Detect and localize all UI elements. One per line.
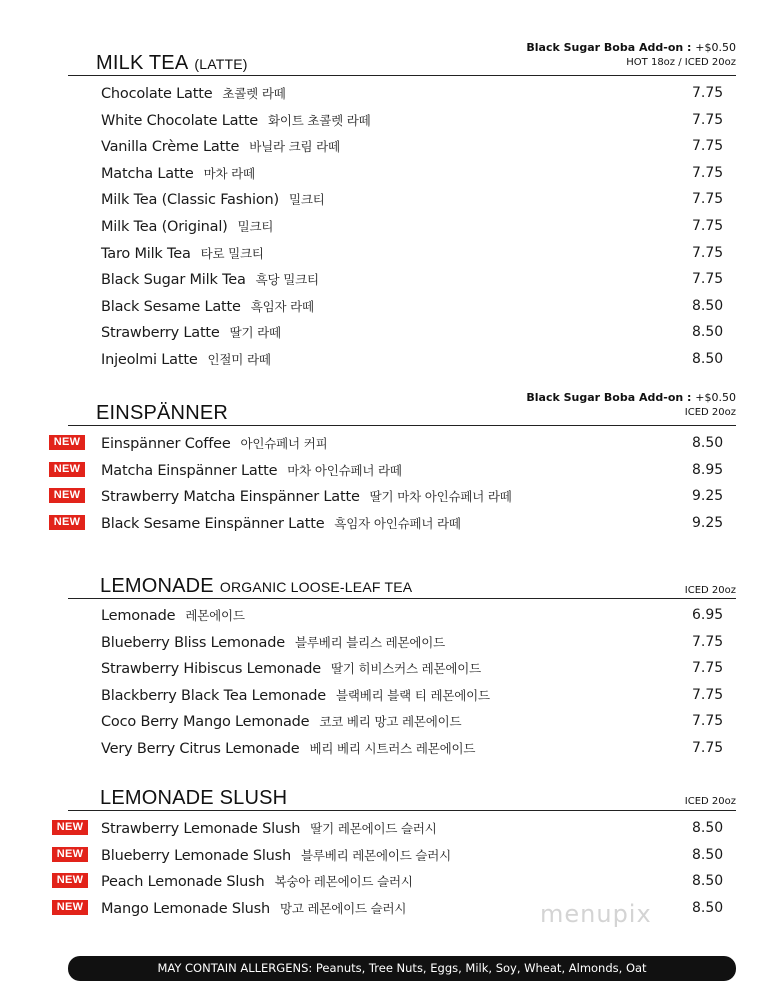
menu-item-name: [101, 846, 451, 864]
menu-item: [0, 514, 773, 540]
menu-item: [0, 899, 773, 925]
menu-item-price: 7.75: [692, 85, 724, 101]
menu-item-name-en: Milk Tea (Classic Fashion): [101, 192, 279, 209]
menu-item-price: 8.50: [692, 899, 724, 916]
watermark-logo: menupix: [540, 900, 652, 928]
menu-item-price: 7.75: [692, 244, 724, 261]
menu-item-name-en: Strawberry Lemonade Slush: [101, 821, 301, 837]
menu-item-price: 7.75: [692, 633, 724, 650]
menu-item-name-ko: 밀크티: [237, 219, 274, 234]
menu-item-price: 7.75: [692, 686, 724, 703]
size-note: ICED 20oz: [684, 407, 736, 418]
menu-item-name: [101, 739, 475, 757]
menu-item-name-ko: 마차 아인슈페너 라떼: [287, 462, 402, 478]
menu-item-name-en: Strawberry Matcha Einspänner Latte: [101, 489, 360, 506]
menu-item-name: [101, 244, 264, 262]
menu-item-price: 7.75: [692, 271, 724, 288]
menu-item-name-en: Injeolmi Latte: [101, 352, 198, 368]
menu-item-name-en: Strawberry Latte: [101, 325, 220, 342]
menu-item-name-ko: 블루베리 레몬에이드 슬러시: [301, 847, 452, 863]
menu-item-name-en: Black Sugar Milk Tea: [101, 272, 246, 289]
menu-item: [0, 217, 773, 243]
menu-item-name-ko: 바닐라 크림 라떼: [249, 139, 340, 155]
menu-item-price: 8.50: [692, 324, 724, 341]
menu-item-price: 6.95: [692, 607, 724, 623]
menu-item-name: [101, 434, 327, 452]
menu-item: [0, 350, 773, 376]
menu-item-name-ko: 흑당 밀크티: [255, 272, 319, 288]
menu-item: [0, 487, 773, 513]
menu-item-price: 8.50: [692, 351, 724, 367]
menu-item-name: [101, 190, 325, 208]
section-title-lemonade: [100, 575, 412, 598]
menu-item-price: 7.75: [692, 660, 724, 677]
new-badge: NEW: [52, 900, 88, 915]
menu-item-name-ko: 블랙베리 블랙 티 레몬에이드: [336, 687, 490, 703]
menu-item-name: [101, 872, 413, 890]
menu-item: [0, 606, 773, 632]
menu-item-name-en: Lemonade: [101, 608, 176, 624]
menu-item: [0, 270, 773, 296]
menu-item-name-ko: 흑임자 아인슈페너 라떼: [334, 515, 461, 531]
menu-item-name-en: Taro Milk Tea: [101, 245, 191, 262]
menu-item-price: 9.25: [692, 514, 724, 531]
menu-item-name: [101, 819, 437, 837]
menu-item-price: 7.75: [692, 740, 724, 756]
section-title-text: LEMONADE SLUSH: [100, 787, 288, 809]
menu-item-name-ko: 초콜렛 라떼: [222, 86, 286, 101]
menu-item-price: 8.50: [692, 846, 724, 863]
new-badge: NEW: [49, 515, 85, 530]
menu-item-name-ko: 타로 밀크티: [200, 245, 264, 261]
menu-item-name: [101, 323, 281, 341]
menu-item-name-ko: 복숭아 레몬에이드 슬러시: [274, 874, 413, 890]
menu-item-name: [101, 164, 255, 182]
section-divider: [68, 425, 736, 426]
menu-item-name-ko: 베리 베리 시트러스 레몬에이드: [309, 741, 476, 756]
new-badge: NEW: [52, 820, 88, 835]
menu-item: [0, 686, 773, 712]
menu-item-name: [101, 633, 445, 651]
menu-item: [0, 739, 773, 765]
menu-item-name: [101, 111, 371, 129]
allergen-footer: MAY CONTAIN ALLERGENS: Peanuts, Tree Nuts, Eggs, Milk, Soy, Wheat, Almonds, Oat: [68, 956, 736, 981]
menu-item-price: 8.50: [692, 297, 724, 314]
menu-item-name-en: Coco Berry Mango Lemonade: [101, 714, 310, 731]
size-note: HOT 18oz / ICED 20oz: [626, 57, 736, 68]
menu-item-name-en: Blackberry Black Tea Lemonade: [101, 687, 327, 704]
menu-item-name-en: Milk Tea (Original): [101, 219, 228, 235]
menu-item-name-en: Matcha Latte: [101, 165, 194, 182]
menu-item-name-ko: 딸기 레몬에이드 슬러시: [310, 821, 437, 836]
boba-label: Black Sugar Boba Add-on :: [526, 391, 692, 404]
size-note: ICED 20oz: [684, 585, 736, 596]
menu-item-name-en: Blueberry Bliss Lemonade: [101, 634, 285, 651]
menu-item-name-ko: 아인슈페너 커피: [240, 436, 328, 451]
menu-item-name: [101, 514, 461, 532]
menu-item-name: [101, 297, 314, 315]
menu-item-name-ko: 레몬에이드: [185, 608, 245, 623]
menu-item-name-en: Matcha Einspänner Latte: [101, 462, 278, 479]
menu-item-price: 8.50: [692, 435, 724, 451]
menu-item-name-en: Einspänner Coffee: [101, 436, 231, 452]
menu-item-price: 7.75: [692, 138, 724, 155]
menu-item-price: 7.75: [692, 713, 724, 730]
menu-item: [0, 164, 773, 190]
menu-item-name-en: Very Berry Citrus Lemonade: [101, 741, 300, 757]
section-subtitle: ORGANIC LOOSE-LEAF TEA: [219, 579, 413, 595]
menu-item: [0, 323, 773, 349]
new-badge: NEW: [52, 847, 88, 862]
menu-item: [0, 84, 773, 110]
section-title-milk-tea: [96, 52, 248, 75]
section-subtitle: (LATTE): [194, 56, 248, 72]
menu-item-price: 8.50: [692, 820, 724, 836]
menu-item-name-ko: 인절미 라떼: [207, 352, 271, 367]
menu-item-name-en: White Chocolate Latte: [101, 112, 258, 129]
menu-item: [0, 111, 773, 137]
menu-item-price: 7.75: [692, 191, 724, 208]
menu-item-name-en: Peach Lemonade Slush: [101, 874, 265, 891]
menu-item: [0, 297, 773, 323]
menu-item: [0, 712, 773, 738]
menu-item-price: 8.95: [692, 461, 724, 478]
menu-item-name: [101, 606, 245, 624]
menu-item-name-ko: 망고 레몬에이드 슬러시: [280, 900, 407, 916]
menu-item-name: [101, 137, 340, 155]
boba-price: +$0.50: [695, 41, 736, 54]
menu-item-name-en: Black Sesame Latte: [101, 298, 241, 315]
boba-label: Black Sugar Boba Add-on :: [526, 41, 692, 54]
menu-item-name: [101, 217, 273, 235]
menu-item-price: 8.50: [692, 873, 724, 890]
einspanner-boba-note: [526, 391, 736, 418]
section-title-text: MILK TEA: [96, 52, 189, 74]
menu-item-price: 7.75: [692, 218, 724, 234]
menu-item-price: 9.25: [692, 488, 724, 505]
menu-item-name: [101, 686, 490, 704]
section-divider: [68, 75, 736, 76]
menu-item-name-ko: 마차 라떼: [203, 165, 255, 181]
new-badge: NEW: [52, 873, 88, 888]
section-title-text: LEMONADE: [100, 575, 214, 597]
menu-item-name: [101, 899, 406, 917]
boba-price: +$0.50: [695, 391, 736, 404]
menu-item-name-ko: 딸기 히비스커스 레몬에이드: [330, 661, 482, 677]
menu-item-name-ko: 화이트 초콜렛 라떼: [268, 112, 371, 128]
menu-item-name-en: Vanilla Crème Latte: [101, 139, 240, 156]
section-divider: [68, 810, 736, 811]
menu-item-name-en: Black Sesame Einspänner Latte: [101, 515, 325, 532]
menu-item: [0, 190, 773, 216]
menu-item-name-en: Blueberry Lemonade Slush: [101, 847, 291, 864]
menu-item-price: 7.75: [692, 111, 724, 128]
section-divider: [68, 598, 736, 599]
menu-item: [0, 137, 773, 163]
menu-item-name-ko: 딸기 라떼: [229, 325, 281, 341]
section-title-lemonade-slush: [100, 787, 287, 810]
milk-tea-boba-note: [526, 41, 736, 68]
menu-item: [0, 819, 773, 845]
menu-item-name: [101, 270, 319, 288]
menu-item-name-ko: 코코 베리 망고 레몬에이드: [319, 714, 462, 730]
menu-item-name-ko: 흑임자 라떼: [250, 298, 314, 314]
menu-item: [0, 434, 773, 460]
section-title-text: EINSPÄNNER: [96, 402, 229, 424]
section-title-einspanner: [96, 402, 228, 425]
menu-item: [0, 659, 773, 685]
menu-item-name-en: Mango Lemonade Slush: [101, 900, 270, 917]
menu-item: [0, 244, 773, 270]
size-note: ICED 20oz: [684, 796, 736, 807]
menu-item-name-ko: 밀크티: [288, 192, 325, 208]
menu-item-name-en: Chocolate Latte: [101, 86, 213, 102]
menu-item-name: [101, 712, 461, 730]
menu-item: [0, 846, 773, 872]
menu-item-name-en: Strawberry Hibiscus Lemonade: [101, 661, 321, 678]
menu-item-name: [101, 350, 271, 368]
menu-item-name: [101, 487, 512, 505]
menu-item: [0, 872, 773, 898]
lemonade-slush-size-note: [685, 796, 736, 807]
new-badge: NEW: [49, 488, 85, 503]
new-badge: NEW: [49, 435, 85, 450]
menu-item-name: [101, 461, 402, 479]
new-badge: NEW: [49, 462, 85, 477]
menu-item-name-ko: 블루베리 블리스 레몬에이드: [294, 634, 445, 650]
menu-item-price: 7.75: [692, 164, 724, 181]
menu-item-name-ko: 딸기 마차 아인슈페너 라떼: [369, 489, 512, 505]
menu-item: [0, 461, 773, 487]
lemonade-size-note: [685, 585, 736, 596]
menu-item-name: [101, 659, 481, 677]
menu-item-name: [101, 84, 286, 102]
menu-item: [0, 633, 773, 659]
